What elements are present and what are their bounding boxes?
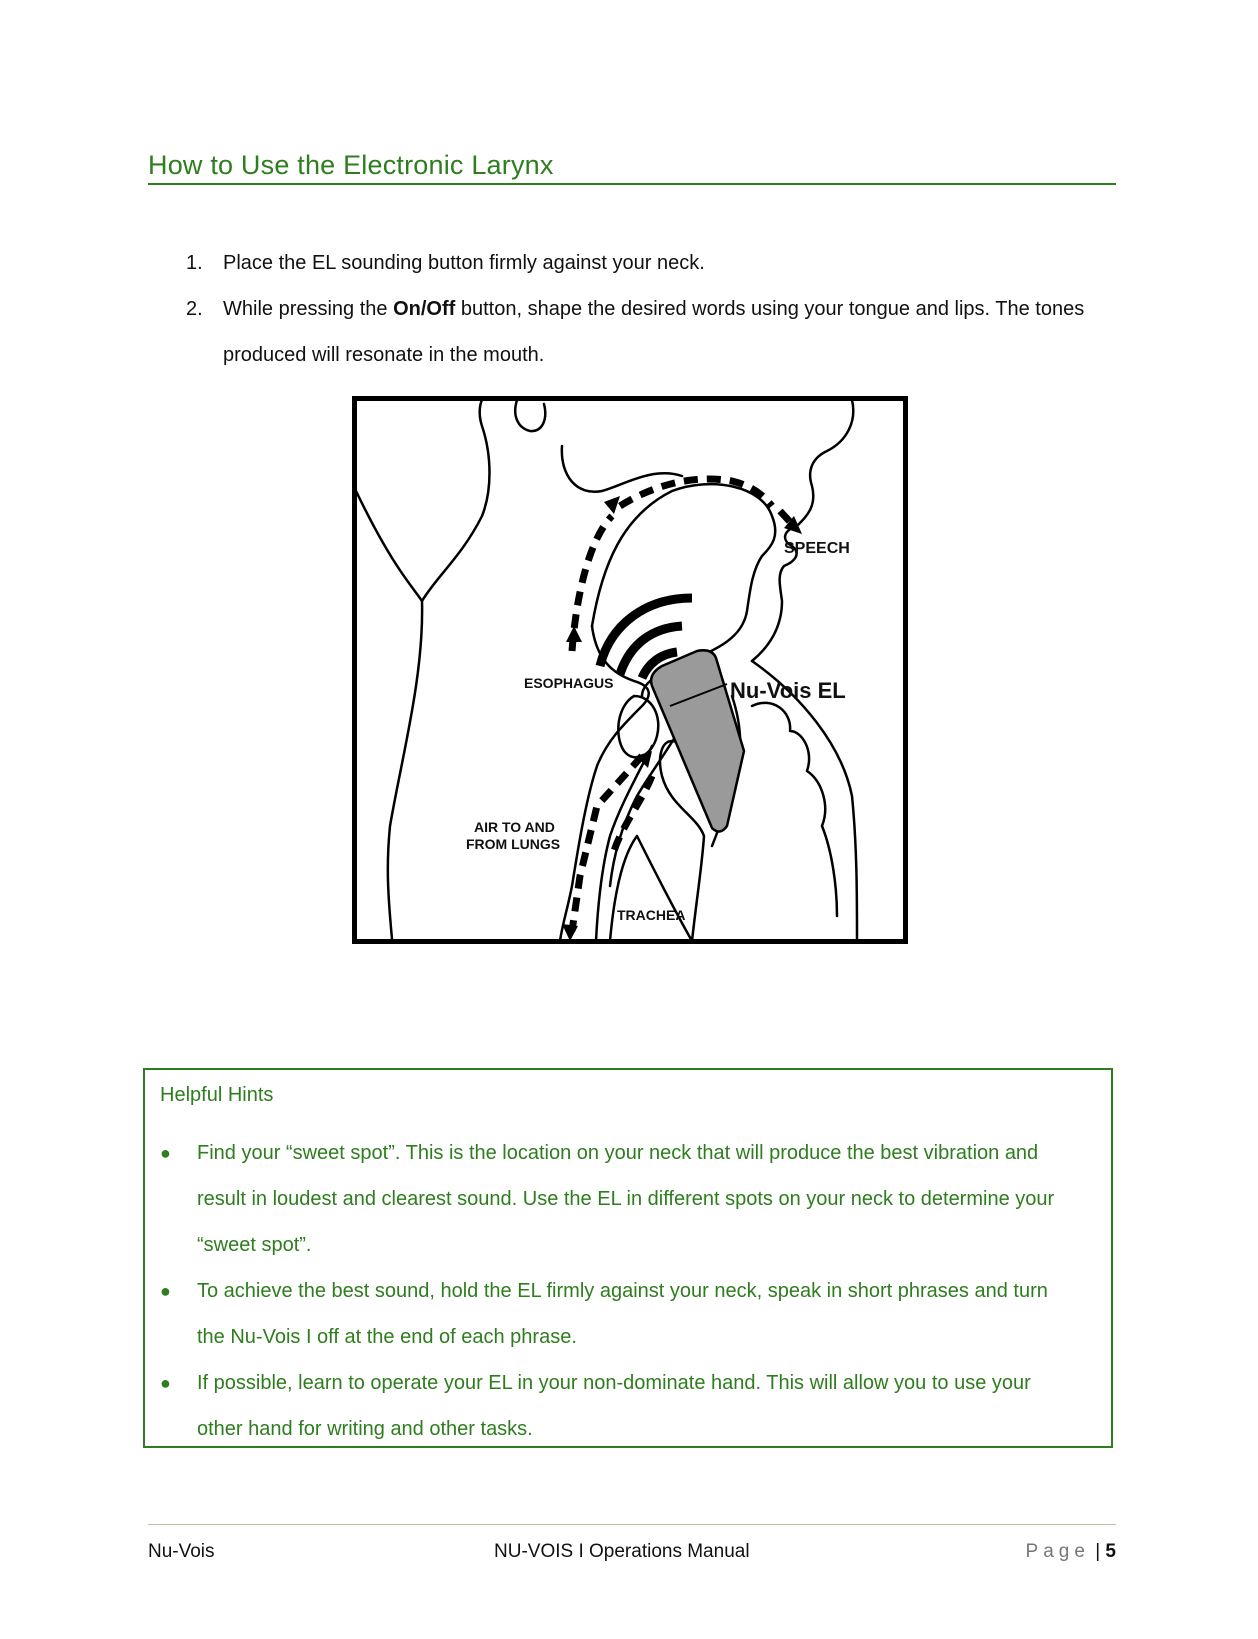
instruction-list (186, 240, 1116, 378)
hints-list (160, 1130, 1080, 1452)
air-label-line1: AIR TO AND (474, 819, 555, 835)
hint-item (160, 1130, 1080, 1268)
instruction-step-2 (186, 286, 1116, 378)
esophagus-label: ESOPHAGUS (524, 675, 614, 691)
page-word: Page (1025, 1541, 1090, 1562)
step-number: 2. (186, 298, 203, 320)
bullet-icon: ● (160, 1281, 171, 1301)
hints-title: Helpful Hints (160, 1084, 274, 1106)
step-number: 1. (186, 252, 203, 274)
air-label-line2: FROM LUNGS (466, 836, 561, 852)
bullet-icon: ● (160, 1143, 171, 1163)
footer-divider (148, 1524, 1116, 1525)
footer-page-indicator (1026, 1541, 1116, 1563)
page-separator: | (1095, 1541, 1101, 1562)
speech-label: SPEECH (784, 540, 850, 557)
footer-manual-title: NU-VOIS I Operations Manual (494, 1541, 750, 1562)
hint-text: To achieve the best sound, hold the EL firmly against your neck, speak in short phrases and turn the Nu-Vois I off at the end of each phrase. (197, 1280, 1048, 1348)
step-text (223, 286, 1116, 378)
footer-brand: Nu-Vois (148, 1541, 215, 1562)
bullet-icon: ● (160, 1373, 171, 1393)
hint-text: If possible, learn to operate your EL in your non-dominate hand. This will allow you to use your other hand for writing and other tasks. (197, 1372, 1031, 1440)
hint-item (160, 1268, 1080, 1360)
trachea-label: TRACHEA (617, 907, 686, 923)
device-label: Nu-Vois EL (730, 678, 846, 703)
hint-text: Find your “sweet spot”. This is the location on your neck that will produce the best vibration and result in loudest and clearest sound. Use the EL in different spots on your neck to determine your “sweet spot”. (197, 1142, 1055, 1256)
hint-item (160, 1360, 1080, 1452)
helpful-hints-box (143, 1068, 1113, 1448)
instruction-step-1 (186, 240, 1116, 286)
step-text-before: While pressing the (223, 298, 394, 320)
on-off-label: On/Off (393, 298, 456, 320)
page-number: 5 (1105, 1541, 1116, 1562)
larynx-illustration (352, 396, 908, 944)
step-text-after: button, shape the desired words using your tongue and lips. The tones produced will resonate in the mouth. (223, 298, 1085, 366)
section-title: How to Use the Electronic Larynx (148, 150, 1116, 185)
step-text: Place the EL sounding button firmly against your neck. (223, 252, 705, 274)
